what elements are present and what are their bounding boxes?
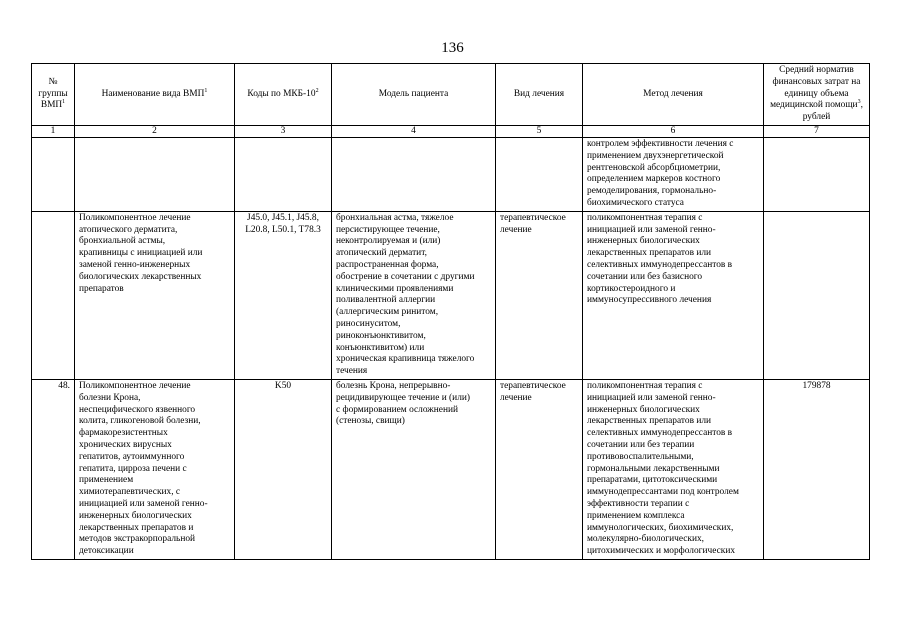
cell-model bbox=[332, 211, 496, 379]
text-line: лекарственных препаратов и bbox=[79, 522, 194, 533]
text-line: биохимического статуса bbox=[587, 197, 684, 208]
text-line: фармакорезистентных bbox=[79, 428, 168, 439]
header-icd-codes: Коды по МКБ-$10^2$ bbox=[235, 64, 332, 126]
text-line: применением комплекса bbox=[587, 510, 685, 521]
text-line: гепатита, цирроза печени с bbox=[79, 463, 187, 474]
text-line: конъюнктивитом) или bbox=[336, 342, 425, 353]
text-line: детоксикации bbox=[79, 546, 134, 557]
text-line: лечение bbox=[500, 392, 532, 403]
text-line: контролем эффективности лечения с bbox=[587, 139, 734, 149]
column-number: 7 bbox=[764, 126, 870, 138]
text-line: эффективности терапии с bbox=[587, 498, 690, 509]
text-line: сочетании или без терапии bbox=[587, 439, 695, 450]
header-treatment-type: Вид лечения bbox=[496, 64, 583, 126]
text-line: L20.8, L50.1, T78.3 bbox=[245, 224, 321, 235]
text-line: биологических лекарственных bbox=[79, 271, 202, 282]
column-number: 4 bbox=[332, 126, 496, 138]
text-line: селективных иммунодепрессантов в bbox=[587, 259, 733, 270]
table-row-continued bbox=[32, 138, 870, 212]
text-line: (стенозы, свищи) bbox=[336, 416, 405, 427]
column-number: 1 bbox=[32, 126, 75, 138]
text-line: сочетании или без базисного bbox=[587, 271, 703, 282]
cell-method bbox=[583, 379, 764, 559]
text-line: лекарственных препаратов или bbox=[587, 416, 712, 427]
cell-group bbox=[32, 211, 75, 379]
text-line: иммунологических, биохимических, bbox=[587, 522, 734, 533]
text-line: определением маркеров костного bbox=[587, 174, 721, 185]
cell-treatment bbox=[496, 138, 583, 212]
text-line: терапевтическое bbox=[500, 212, 566, 223]
text-line: с формированием осложнений bbox=[336, 404, 458, 415]
text-line: иммуносупрессивного лечения bbox=[587, 295, 712, 306]
text-line: J45.0, J45.1, J45.8, bbox=[247, 212, 319, 223]
cell-treatment bbox=[496, 211, 583, 379]
text-line: хронических вирусных bbox=[79, 439, 172, 450]
text-line: химиотерапевтических, с bbox=[79, 487, 181, 498]
text-line: препаратов bbox=[79, 283, 124, 294]
cell-group: 48. bbox=[32, 379, 75, 559]
cell-codes bbox=[235, 379, 332, 559]
table-row-48 bbox=[32, 379, 870, 559]
text-line: ремоделирования, гормонально- bbox=[587, 186, 717, 197]
text-line: применением двухэнергетической bbox=[587, 150, 724, 161]
text-line: бронхиальной астмы, bbox=[79, 236, 166, 247]
text-line: поликомпонентная терапия с bbox=[587, 212, 703, 223]
column-number-row bbox=[32, 126, 870, 138]
text-line: обострение в сочетании с другими bbox=[336, 271, 475, 282]
cell-treatment bbox=[496, 379, 583, 559]
text-line: поливалентной аллергии bbox=[336, 295, 436, 306]
text-line: атопического дерматита, bbox=[79, 224, 178, 235]
text-line: бронхиальная астма, тяжелое bbox=[336, 212, 454, 223]
cell-codes bbox=[235, 138, 332, 212]
text-line: инициацией или заменой генно- bbox=[79, 498, 208, 509]
text-line: применением bbox=[79, 475, 134, 486]
text-line: (аллергическим ринитом, bbox=[336, 307, 439, 318]
text-line: распространенная форма, bbox=[336, 259, 439, 270]
text-line: методов экстракорпоральной bbox=[79, 534, 196, 545]
page-number: 136 bbox=[441, 40, 464, 56]
cell-method bbox=[583, 211, 764, 379]
text-line: терапевтическое bbox=[500, 380, 566, 391]
text-line: заменой генно-инженерных bbox=[79, 259, 191, 270]
text-line: болезни Крона, bbox=[79, 392, 141, 403]
cell-cost: 179878 bbox=[764, 379, 870, 559]
text-line: противовоспалительными, bbox=[587, 451, 694, 462]
text-line: селективных иммунодепрессантов в bbox=[587, 428, 733, 439]
text-line: неспецифического язвенного bbox=[79, 404, 196, 415]
cell-method bbox=[583, 138, 764, 212]
text-line: риноконъюнктивитом, bbox=[336, 330, 426, 341]
text-line: рентгеновской абсорбциометрии, bbox=[587, 162, 721, 173]
text-line: рецидивирующее течение и (или) bbox=[336, 392, 471, 403]
text-line: иммунодепрессантами под контролем bbox=[587, 487, 739, 498]
column-number: 6 bbox=[583, 126, 764, 138]
cell-group bbox=[32, 138, 75, 212]
text-line: персистирующее течение, bbox=[336, 224, 440, 235]
vmp-table bbox=[31, 63, 870, 560]
header-patient-model: Модель пациента bbox=[332, 64, 496, 126]
text-line: Поликомпонентное лечение bbox=[79, 212, 191, 223]
column-number: 3 bbox=[235, 126, 332, 138]
column-number: 2 bbox=[75, 126, 235, 138]
text-line: поликомпонентная терапия с bbox=[587, 380, 703, 391]
text-line: Поликомпонентное лечение bbox=[79, 380, 191, 391]
text-line: цитохимических и морфологических bbox=[587, 546, 736, 557]
table-row-asthma bbox=[32, 211, 870, 379]
text-line: кортикостероидного и bbox=[587, 283, 676, 294]
text-line: гормональными лекарственными bbox=[587, 463, 720, 474]
text-line: хроническая крапивница тяжелого bbox=[336, 354, 475, 365]
text-line: лечение bbox=[500, 224, 532, 235]
column-number: 5 bbox=[496, 126, 583, 138]
text-line: крапивницы с инициацией или bbox=[79, 248, 203, 259]
cell-name bbox=[75, 211, 235, 379]
text-line: гепатитов, аутоиммунного bbox=[79, 451, 185, 462]
header-treatment-method: Метод лечения bbox=[583, 64, 764, 126]
text-line: инженерных биологических bbox=[587, 404, 700, 415]
cell-cost bbox=[764, 211, 870, 379]
header-cost-norm: Средний норматив финансовых затрат на единицу объема медицинской помощи$^3$, рублей bbox=[764, 64, 870, 126]
text-line: инициацией или заменой генно- bbox=[587, 392, 716, 403]
text-line: молекулярно-биологических, bbox=[587, 534, 704, 545]
cell-model bbox=[332, 379, 496, 559]
text-line: инженерных биологических bbox=[79, 510, 192, 521]
text-line: неконтролируемая и (или) bbox=[336, 236, 441, 247]
text-line: болезнь Крона, непрерывно- bbox=[336, 380, 451, 391]
text-line: инициацией или заменой генно- bbox=[587, 224, 716, 235]
text-line: клиническими проявлениями bbox=[336, 283, 454, 294]
text-line: риносинуситом, bbox=[336, 318, 401, 329]
text-line: K50 bbox=[274, 380, 292, 391]
header-vmp-name: Наименование вида ВМП$^1$ bbox=[75, 64, 235, 126]
cell-codes bbox=[235, 211, 332, 379]
text-line: атопический дерматит, bbox=[336, 248, 427, 259]
cell-cost bbox=[764, 138, 870, 212]
text-line: колита, гликогеновой болезни, bbox=[79, 416, 201, 427]
text-line: течения bbox=[336, 366, 368, 377]
cell-name bbox=[75, 138, 235, 212]
text-line: препаратами, цитотоксическими bbox=[587, 475, 718, 486]
cell-model bbox=[332, 138, 496, 212]
cell-name bbox=[75, 379, 235, 559]
text-line: инженерных биологических bbox=[587, 236, 700, 247]
text-line: лекарственных препаратов или bbox=[587, 248, 712, 259]
header-group-number: № группы ВМП$^1$ bbox=[32, 64, 75, 126]
header-row bbox=[32, 64, 870, 126]
